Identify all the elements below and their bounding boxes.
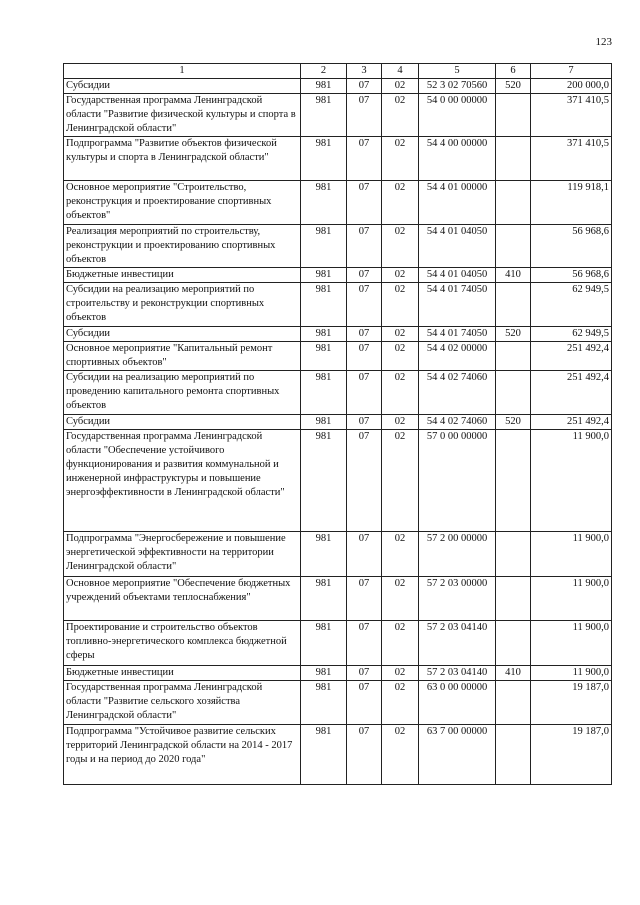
section-cell: 07 [347,371,382,415]
table-row [64,94,612,137]
subsection-cell: 02 [382,137,419,181]
code-cell: 981 [301,681,347,725]
target-code-cell: 57 2 03 04140 [419,666,496,681]
expense-type-cell [496,532,531,577]
amount-cell: 62 949,5 [531,283,612,327]
amount-cell: 11 900,0 [531,430,612,532]
target-code-cell: 54 0 00 00000 [419,94,496,137]
amount-cell: 371 410,5 [531,94,612,137]
target-code-cell: 57 2 00 00000 [419,532,496,577]
expense-type-cell [496,225,531,268]
item-name: Субсидии на реализацию мероприятий по строительству и реконструкции спортивных объектов [64,283,301,327]
expense-type-cell [496,342,531,371]
expense-type-cell: 520 [496,79,531,94]
expense-type-cell [496,283,531,327]
subsection-cell: 02 [382,327,419,342]
code-cell: 981 [301,327,347,342]
section-cell: 07 [347,181,382,225]
subsection-cell: 02 [382,666,419,681]
expense-type-cell [496,725,531,785]
subsection-cell: 02 [382,577,419,621]
subsection-cell: 02 [382,181,419,225]
amount-cell: 56 968,6 [531,268,612,283]
budget-table [63,63,612,785]
section-cell: 07 [347,268,382,283]
table-row [64,327,612,342]
code-cell: 981 [301,283,347,327]
header-cell: 2 [301,64,347,79]
target-code-cell: 63 7 00 00000 [419,725,496,785]
subsection-cell: 02 [382,681,419,725]
amount-cell: 19 187,0 [531,725,612,785]
code-cell: 981 [301,137,347,181]
table-row [64,225,612,268]
code-cell: 981 [301,621,347,666]
table-row [64,283,612,327]
item-name: Государственная программа Ленинградской области "Обеспечение устойчивого функционирования и развития коммунальной и инженерной инфраструктуры и повышение энергоэффективности в Ленинградской области" [64,430,301,532]
amount-cell: 200 000,0 [531,79,612,94]
target-code-cell: 54 4 01 74050 [419,283,496,327]
code-cell: 981 [301,268,347,283]
target-code-cell: 54 4 02 74060 [419,415,496,430]
amount-cell: 19 187,0 [531,681,612,725]
section-cell: 07 [347,137,382,181]
target-code-cell: 54 4 01 04050 [419,268,496,283]
header-cell: 5 [419,64,496,79]
target-code-cell: 54 4 02 00000 [419,342,496,371]
amount-cell: 62 949,5 [531,327,612,342]
expense-type-cell: 520 [496,327,531,342]
amount-cell: 56 968,6 [531,225,612,268]
item-name: Субсидии [64,415,301,430]
amount-cell: 251 492,4 [531,371,612,415]
header-cell: 4 [382,64,419,79]
amount-cell: 11 900,0 [531,666,612,681]
item-name: Государственная программа Ленинградской области "Развитие физической культуры и спорта в Ленинградской области" [64,94,301,137]
item-name: Основное мероприятие "Обеспечение бюджетных учреждений объектами теплоснабжения" [64,577,301,621]
table-row [64,681,612,725]
expense-type-cell: 520 [496,415,531,430]
amount-cell: 251 492,4 [531,415,612,430]
table-row [64,415,612,430]
expense-type-cell [496,681,531,725]
item-name: Бюджетные инвестиции [64,666,301,681]
page-number: 123 [595,36,612,48]
section-cell: 07 [347,79,382,94]
item-name: Подпрограмма "Энергосбережение и повышение энергетической эффективности на территории Ленинградской области" [64,532,301,577]
table-row [64,577,612,621]
code-cell: 981 [301,725,347,785]
table-row [64,621,612,666]
target-code-cell: 54 4 01 00000 [419,181,496,225]
code-cell: 981 [301,181,347,225]
header-cell: 3 [347,64,382,79]
code-cell: 981 [301,532,347,577]
code-cell: 981 [301,666,347,681]
target-code-cell: 54 4 00 00000 [419,137,496,181]
table-row [64,725,612,785]
table-row [64,371,612,415]
amount-cell: 11 900,0 [531,621,612,666]
code-cell: 981 [301,342,347,371]
subsection-cell: 02 [382,342,419,371]
expense-type-cell [496,137,531,181]
subsection-cell: 02 [382,415,419,430]
section-cell: 07 [347,621,382,666]
amount-cell: 251 492,4 [531,342,612,371]
expense-type-cell [496,94,531,137]
target-code-cell: 57 2 03 04140 [419,621,496,666]
subsection-cell: 02 [382,532,419,577]
header-cell: 1 [64,64,301,79]
table-row [64,666,612,681]
code-cell: 981 [301,415,347,430]
subsection-cell: 02 [382,283,419,327]
code-cell: 981 [301,79,347,94]
table-row [64,342,612,371]
target-code-cell: 54 4 01 04050 [419,225,496,268]
section-cell: 07 [347,681,382,725]
expense-type-cell: 410 [496,666,531,681]
header-cell: 7 [531,64,612,79]
table-row [64,181,612,225]
expense-type-cell [496,430,531,532]
table-row [64,430,612,532]
subsection-cell: 02 [382,430,419,532]
subsection-cell: 02 [382,371,419,415]
amount-cell: 11 900,0 [531,532,612,577]
section-cell: 07 [347,94,382,137]
section-cell: 07 [347,327,382,342]
item-name: Подпрограмма "Устойчивое развитие сельских территорий Ленинградской области на 2014 - 2017 годы и на период до 2020 года" [64,725,301,785]
item-name: Подпрограмма "Развитие объектов физической культуры и спорта в Ленинградской области" [64,137,301,181]
amount-cell: 371 410,5 [531,137,612,181]
item-name: Реализация мероприятий по строительству, реконструкции и проектированию спортивных объектов [64,225,301,268]
subsection-cell: 02 [382,225,419,268]
item-name: Государственная программа Ленинградской области "Развитие сельского хозяйства Ленинградской области" [64,681,301,725]
subsection-cell: 02 [382,268,419,283]
amount-cell: 119 918,1 [531,181,612,225]
code-cell: 981 [301,225,347,268]
subsection-cell: 02 [382,79,419,94]
table-row [64,268,612,283]
code-cell: 981 [301,371,347,415]
section-cell: 07 [347,577,382,621]
expense-type-cell [496,621,531,666]
expense-type-cell [496,371,531,415]
expense-type-cell [496,577,531,621]
section-cell: 07 [347,532,382,577]
target-code-cell: 57 0 00 00000 [419,430,496,532]
expense-type-cell [496,181,531,225]
code-cell: 981 [301,577,347,621]
subsection-cell: 02 [382,94,419,137]
section-cell: 07 [347,225,382,268]
section-cell: 07 [347,415,382,430]
target-code-cell: 63 0 00 00000 [419,681,496,725]
item-name: Бюджетные инвестиции [64,268,301,283]
header-row [64,64,612,79]
item-name: Субсидии [64,327,301,342]
subsection-cell: 02 [382,621,419,666]
section-cell: 07 [347,430,382,532]
code-cell: 981 [301,430,347,532]
item-name: Проектирование и строительство объектов топливно-энергетического комплекса бюджетной сферы [64,621,301,666]
target-code-cell: 54 4 01 74050 [419,327,496,342]
header-cell: 6 [496,64,531,79]
section-cell: 07 [347,342,382,371]
target-code-cell: 57 2 03 00000 [419,577,496,621]
amount-cell: 11 900,0 [531,577,612,621]
code-cell: 981 [301,94,347,137]
item-name: Субсидии на реализацию мероприятий по проведению капитального ремонта спортивных объектов [64,371,301,415]
section-cell: 07 [347,725,382,785]
table-row [64,137,612,181]
table-row [64,532,612,577]
section-cell: 07 [347,666,382,681]
subsection-cell: 02 [382,725,419,785]
target-code-cell: 54 4 02 74060 [419,371,496,415]
target-code-cell: 52 3 02 70560 [419,79,496,94]
table-row [64,79,612,94]
expense-type-cell: 410 [496,268,531,283]
item-name: Основное мероприятие "Строительство, реконструкция и проектирование спортивных объектов" [64,181,301,225]
item-name: Основное мероприятие "Капитальный ремонт спортивных объектов" [64,342,301,371]
section-cell: 07 [347,283,382,327]
item-name: Субсидии [64,79,301,94]
